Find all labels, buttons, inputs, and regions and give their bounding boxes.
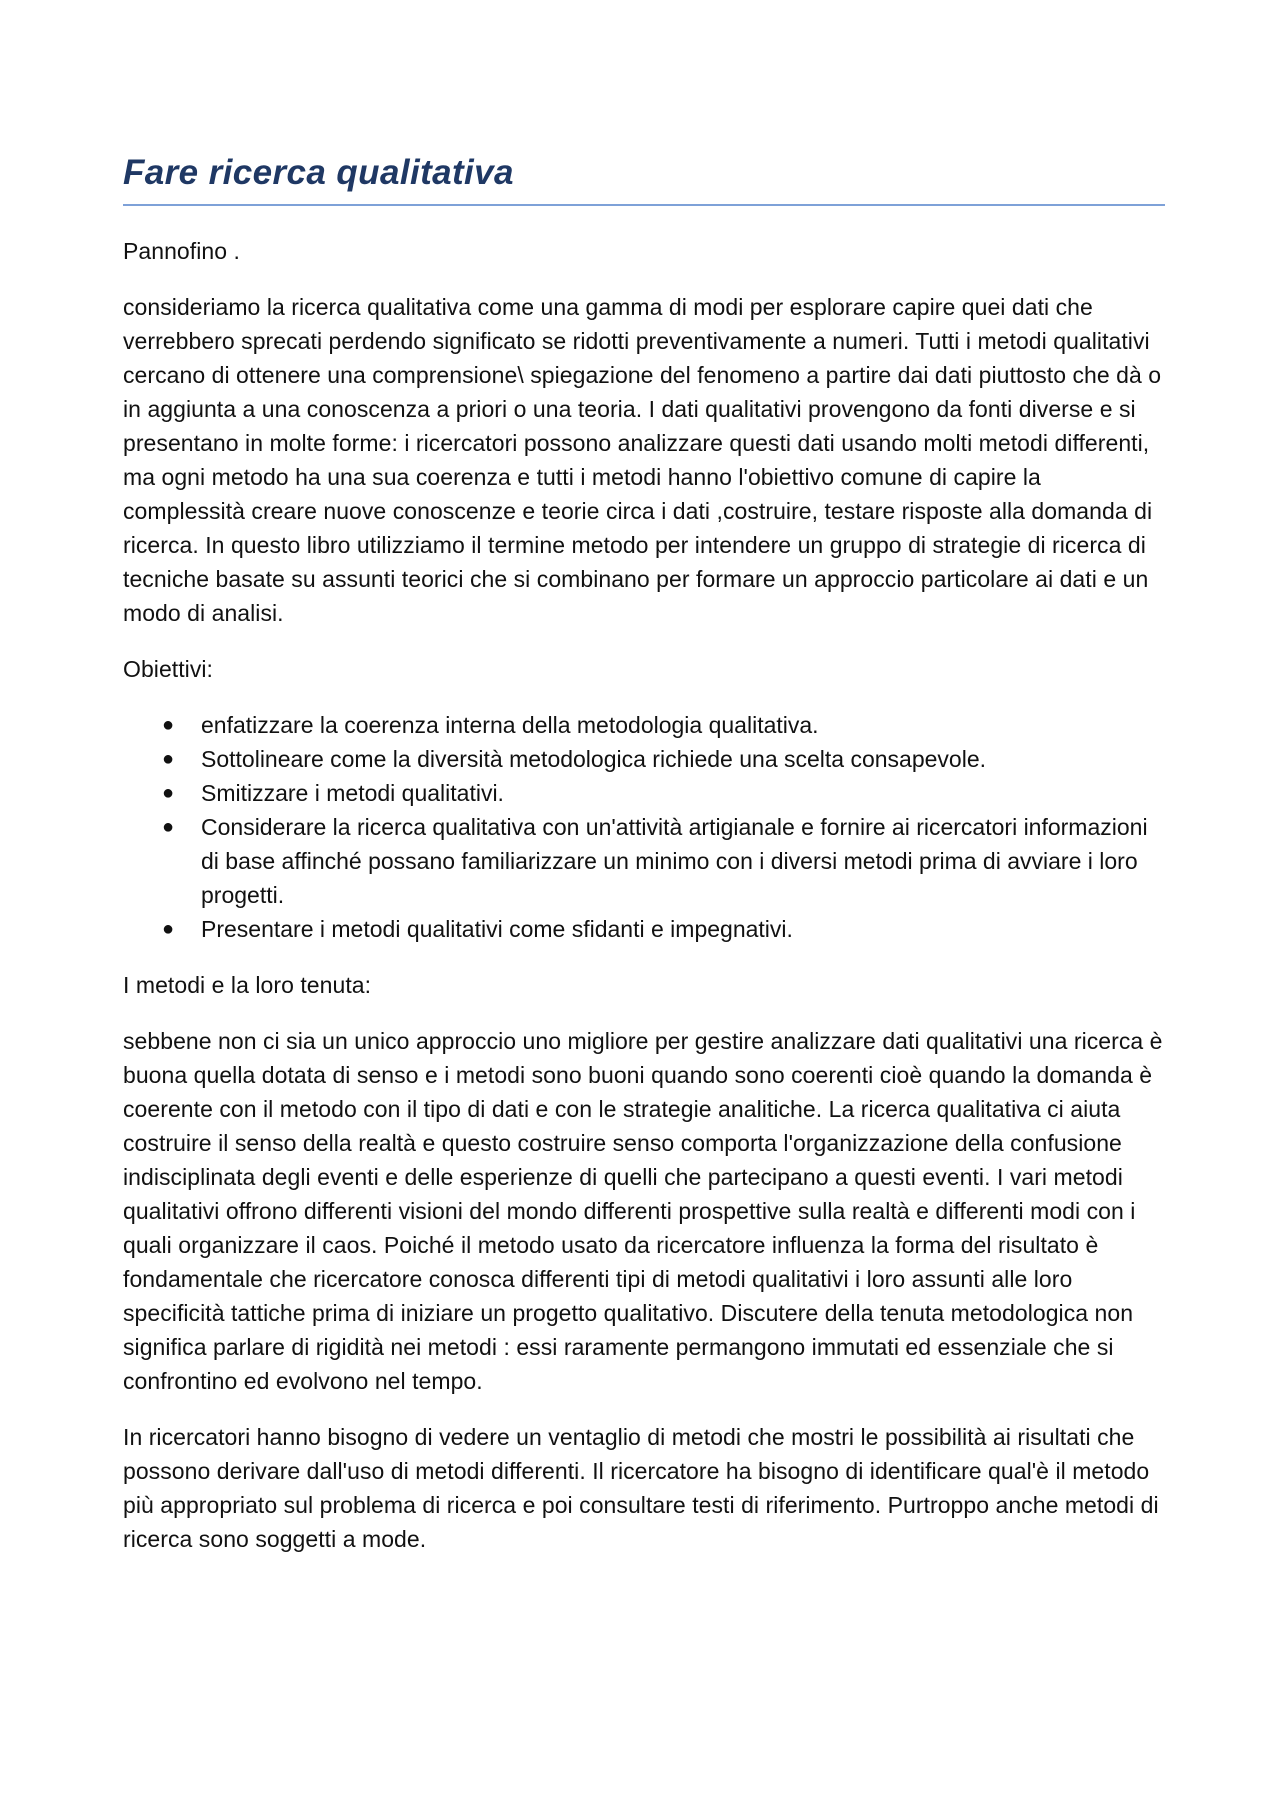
goal-item: [123, 708, 1165, 742]
intro-paragraph: consideriamo la ricerca qualitativa come una gamma di modi per esplorare capire quei dati che verrebbero sprecati perdendo significato se ridotti preventivamente a numeri. Tutti i metodi qualitativi cercano di ottenere una comprensione\ spiegazione del fenomeno a partire dai dati piuttosto che dà o in aggiunta a una conoscenza a priori o una teoria. I dati qualitativi provengono da fonti diverse e si presentano in molte forme: i ricercatori possono analizzare questi dati usando molti metodi differenti, ma ogni metodo ha una sua coerenza e tutti i metodi hanno l'obiettivo comune di capire la complessità creare nuove conoscenze e teorie circa i dati ,costruire, testare risposte alla domanda di ricerca. In questo libro utilizziamo il termine metodo per intendere un gruppo di strategie di ricerca di tecniche basate su assunti teorici che si combinano per formare un approccio particolare ai dati e un modo di analisi.: [123, 294, 1162, 626]
goal-text: Smitizzare i metodi qualitativi.: [201, 780, 504, 806]
bullet-dot-icon: ●: [162, 714, 175, 736]
bullet-dot-icon: ●: [162, 816, 175, 838]
document-title: Fare ricerca qualitativa: [123, 150, 1165, 206]
goal-item: [123, 912, 1165, 946]
bullet-dot-icon: ●: [162, 782, 175, 804]
goal-item: [123, 810, 1165, 912]
goal-item: [123, 742, 1165, 776]
goal-item: [123, 776, 1165, 810]
goal-text: Presentare i metodi qualitativi come sfidanti e impegnativi.: [201, 916, 793, 942]
goal-text: enfatizzare la coerenza interna della metodologia qualitativa.: [201, 712, 819, 738]
author-line: Pannofino .: [123, 238, 240, 264]
goals-list: [123, 708, 1165, 946]
bullet-dot-icon: ●: [162, 918, 175, 940]
goal-text: Sottolineare come la diversità metodologica richiede una scelta consapevole.: [201, 746, 987, 772]
goals-label: Obiettivi:: [123, 656, 213, 682]
section-label: I metodi e la loro tenuta:: [123, 972, 372, 998]
body-paragraph-2: In ricercatori hanno bisogno di vedere un ventaglio di metodi che mostri le possibilità ai risultati che possono derivare dall'uso di metodi differenti. Il ricercatore ha bisogno di identificare qual'è il metodo più appropriato sul problema di ricerca e poi consultare testi di riferimento. Purtroppo anche metodi di ricerca sono soggetti a mode.: [123, 1424, 1159, 1552]
body-paragraph-1: sebbene non ci sia un unico approccio uno migliore per gestire analizzare dati qualitativi una ricerca è buona quella dotata di senso e i metodi sono buoni quando sono coerenti cioè quando la domanda è coerente con il metodo con il tipo di dati e con le strategie analitiche. La ricerca qualitativa ci aiuta costruire il senso della realtà e questo costruire senso comporta l'organizzazione della confusione indisciplinata degli eventi e delle esperienze di quelli che partecipano a questi eventi. I vari metodi qualitativi offrono differenti visioni del mondo differenti prospettive sulla realtà e differenti modi con i quali organizzare il caos. Poiché il metodo usato da ricercatore influenza la forma del risultato è fondamentale che ricercatore conosca differenti tipi di metodi qualitativi i loro assunti alle loro specificità tattiche prima di iniziare un progetto qualitativo. Discutere della tenuta metodologica non significa parlare di rigidità nei metodi : essi raramente permangono immutati ed essenziale che si confrontino ed evolvono nel tempo.: [123, 1028, 1163, 1394]
bullet-dot-icon: ●: [162, 748, 175, 770]
document-page: [123, 150, 1165, 1556]
goal-text: Considerare la ricerca qualitativa con un'attività artigianale e fornire ai ricercatori informazioni di base affinché possano familiarizzare un minimo con i diversi metodi prima di avviare i loro progetti.: [201, 814, 1148, 908]
